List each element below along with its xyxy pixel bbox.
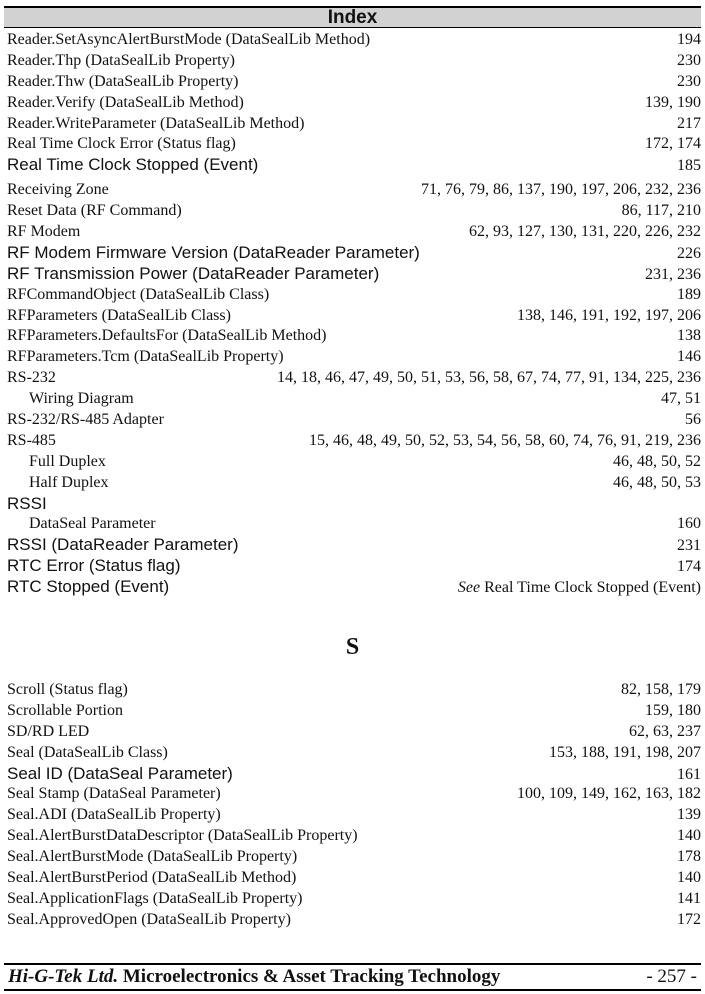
index-pages: 56 [685, 411, 701, 429]
index-section-r [7, 30, 701, 598]
see-target: Real Time Clock Stopped (Event) [484, 579, 701, 597]
index-pages: 217 [677, 114, 701, 132]
index-pages: 14, 18, 46, 47, 49, 50, 51, 53, 56, 58, 67, 74, 77, 91, 134, 225, 236 [277, 369, 701, 387]
index-term: Seal ID (DataSeal Parameter) [7, 763, 233, 783]
index-entry [7, 889, 701, 910]
index-entry [7, 452, 701, 473]
index-pages: 231, 236 [645, 265, 701, 283]
index-term: Reader.SetAsyncAlertBurstMode (DataSealLib Method) [7, 31, 371, 48]
index-entry [7, 114, 701, 135]
index-term: Real Time Clock Error (Status flag) [7, 135, 236, 153]
index-entry [7, 51, 701, 72]
index-term: SD/RD LED [7, 722, 90, 740]
index-pages: 82, 158, 179 [621, 681, 701, 698]
index-pages: 185 [677, 157, 701, 175]
index-entry [7, 868, 701, 889]
index-pages: 172, 174 [645, 135, 701, 153]
footer-brand [8, 965, 500, 989]
index-pages: 15, 46, 48, 49, 50, 52, 53, 54, 56, 58, 60, 74, 76, 91, 219, 236 [309, 431, 701, 449]
index-term: RTC Error (Status flag) [7, 556, 181, 576]
index-entry [7, 473, 701, 494]
index-pages: 140 [677, 827, 701, 845]
index-entry [7, 30, 701, 51]
index-term: Seal.AlertBurstMode (DataSealLib Property) [7, 848, 298, 866]
page-footer [4, 963, 701, 991]
index-pages: 138 [677, 327, 701, 345]
index-entry [7, 701, 701, 722]
index-term: RFParameters (DataSealLib Class) [7, 306, 231, 324]
index-entry [7, 494, 701, 515]
index-entry [7, 680, 701, 701]
index-entry [7, 410, 701, 431]
index-pages: 139 [677, 806, 701, 824]
index-pages: 153, 188, 191, 198, 207 [549, 743, 701, 761]
see-label: See [457, 579, 481, 597]
index-term: RTC Stopped (Event) [7, 577, 170, 597]
index-entry [7, 201, 701, 222]
index-pages: 230 [677, 72, 701, 90]
index-entry [7, 306, 701, 327]
index-term: RF Transmission Power (DataReader Parameter) [7, 263, 380, 283]
index-entry [7, 222, 701, 243]
index-entry [7, 368, 701, 389]
index-term: Receiving Zone [7, 181, 109, 199]
index-entry [7, 556, 701, 577]
index-pages: 231 [677, 537, 701, 555]
index-entry [7, 826, 701, 847]
index-pages: 174 [677, 558, 701, 576]
index-entry [7, 535, 701, 556]
index-term: Seal.AlertBurstDataDescriptor (DataSealLib Property) [7, 827, 358, 845]
index-pages: 146 [677, 348, 701, 366]
index-pages: 140 [677, 869, 701, 887]
footer-company: Hi-G-Tek Ltd. [8, 966, 119, 987]
index-entry [7, 93, 701, 114]
index-entry [7, 389, 701, 410]
index-term: Scrollable Portion [7, 701, 123, 719]
index-term: Reader.Verify (DataSealLib Method) [7, 93, 244, 111]
index-term: Wiring Diagram [29, 390, 134, 408]
index-pages: 71, 76, 79, 86, 137, 190, 197, 206, 232, 236 [421, 181, 701, 199]
index-entry [7, 431, 701, 452]
index-term: RFParameters.DefaultsFor (DataSealLib Method) [7, 327, 327, 345]
footer-page-number: - 257 - [646, 966, 697, 987]
index-term: Full Duplex [29, 452, 106, 470]
index-pages: 46, 48, 50, 53 [613, 473, 701, 491]
section-letter-s: S [345, 634, 360, 660]
index-term: DataSeal Parameter [29, 515, 156, 533]
index-pages: 46, 48, 50, 52 [613, 452, 701, 470]
index-term: Real Time Clock Stopped (Event) [7, 155, 259, 175]
index-pages: 159, 180 [645, 701, 701, 719]
index-pages: 62, 93, 127, 130, 131, 220, 226, 232 [469, 223, 701, 241]
index-entry [7, 326, 701, 347]
index-pages: 189 [677, 285, 701, 303]
index-pages: 62, 63, 237 [629, 722, 701, 740]
index-term: RFParameters.Tcm (DataSealLib Property) [7, 348, 284, 366]
index-term: Seal.ADI (DataSealLib Property) [7, 806, 221, 824]
index-entry [7, 264, 701, 285]
index-header: Index [4, 6, 701, 28]
index-entry [7, 847, 701, 868]
index-term: Seal.ApprovedOpen (DataSealLib Property) [7, 910, 291, 928]
footer-tagline: Microelectronics & Asset Tracking Technology [122, 966, 501, 987]
index-term: Seal.AlertBurstPeriod (DataSealLib Method) [7, 869, 297, 887]
index-term: Seal (DataSealLib Class) [7, 743, 168, 761]
index-entry [7, 347, 701, 368]
index-pages: 178 [677, 848, 701, 866]
index-pages: 194 [677, 31, 701, 48]
index-term: Reader.WriteParameter (DataSealLib Method) [7, 114, 305, 132]
index-entry [7, 180, 701, 201]
index-pages: 226 [677, 244, 701, 262]
index-term: RS-232/RS-485 Adapter [7, 411, 164, 429]
index-entry [7, 784, 701, 805]
index-entry [7, 155, 701, 176]
index-pages: 86, 117, 210 [621, 202, 701, 220]
index-entry [7, 285, 701, 306]
index-entry [7, 722, 701, 743]
index-pages: 230 [677, 51, 701, 69]
index-term: Seal.ApplicationFlags (DataSealLib Property) [7, 889, 303, 907]
index-pages: 100, 109, 149, 162, 163, 182 [517, 785, 701, 803]
index-term: RSSI (DataReader Parameter) [7, 535, 239, 555]
index-term: Reader.Thw (DataSealLib Property) [7, 72, 239, 90]
index-pages [458, 578, 701, 599]
index-entry [7, 514, 701, 535]
index-section-s [7, 680, 701, 931]
index-pages: 160 [677, 515, 701, 533]
index-term: Reset Data (RF Command) [7, 202, 182, 220]
index-entry [7, 764, 701, 785]
index-term: Half Duplex [29, 473, 109, 491]
index-entry [7, 243, 701, 264]
index-term: RFCommandObject (DataSealLib Class) [7, 285, 270, 303]
index-entry [7, 72, 701, 93]
index-pages: 139, 190 [645, 93, 701, 111]
index-pages: 47, 51 [661, 390, 701, 408]
index-term: RS-485 [7, 431, 56, 449]
index-term: RSSI [7, 493, 47, 513]
index-term: RF Modem Firmware Version (DataReader Parameter) [7, 242, 420, 262]
index-pages: 172 [677, 910, 701, 928]
index-term: Reader.Thp (DataSealLib Property) [7, 51, 235, 69]
index-entry [7, 577, 701, 598]
index-pages: 141 [677, 889, 701, 907]
index-pages: 161 [677, 765, 701, 783]
index-pages: 138, 146, 191, 192, 197, 206 [517, 306, 701, 324]
index-entry [7, 910, 701, 931]
index-term: Scroll (Status flag) [7, 681, 128, 698]
index-term: RF Modem [7, 223, 81, 241]
index-entry [7, 743, 701, 764]
index-term: Seal Stamp (DataSeal Parameter) [7, 785, 221, 803]
index-entry [7, 134, 701, 155]
index-term: RS-232 [7, 369, 56, 387]
index-entry [7, 805, 701, 826]
